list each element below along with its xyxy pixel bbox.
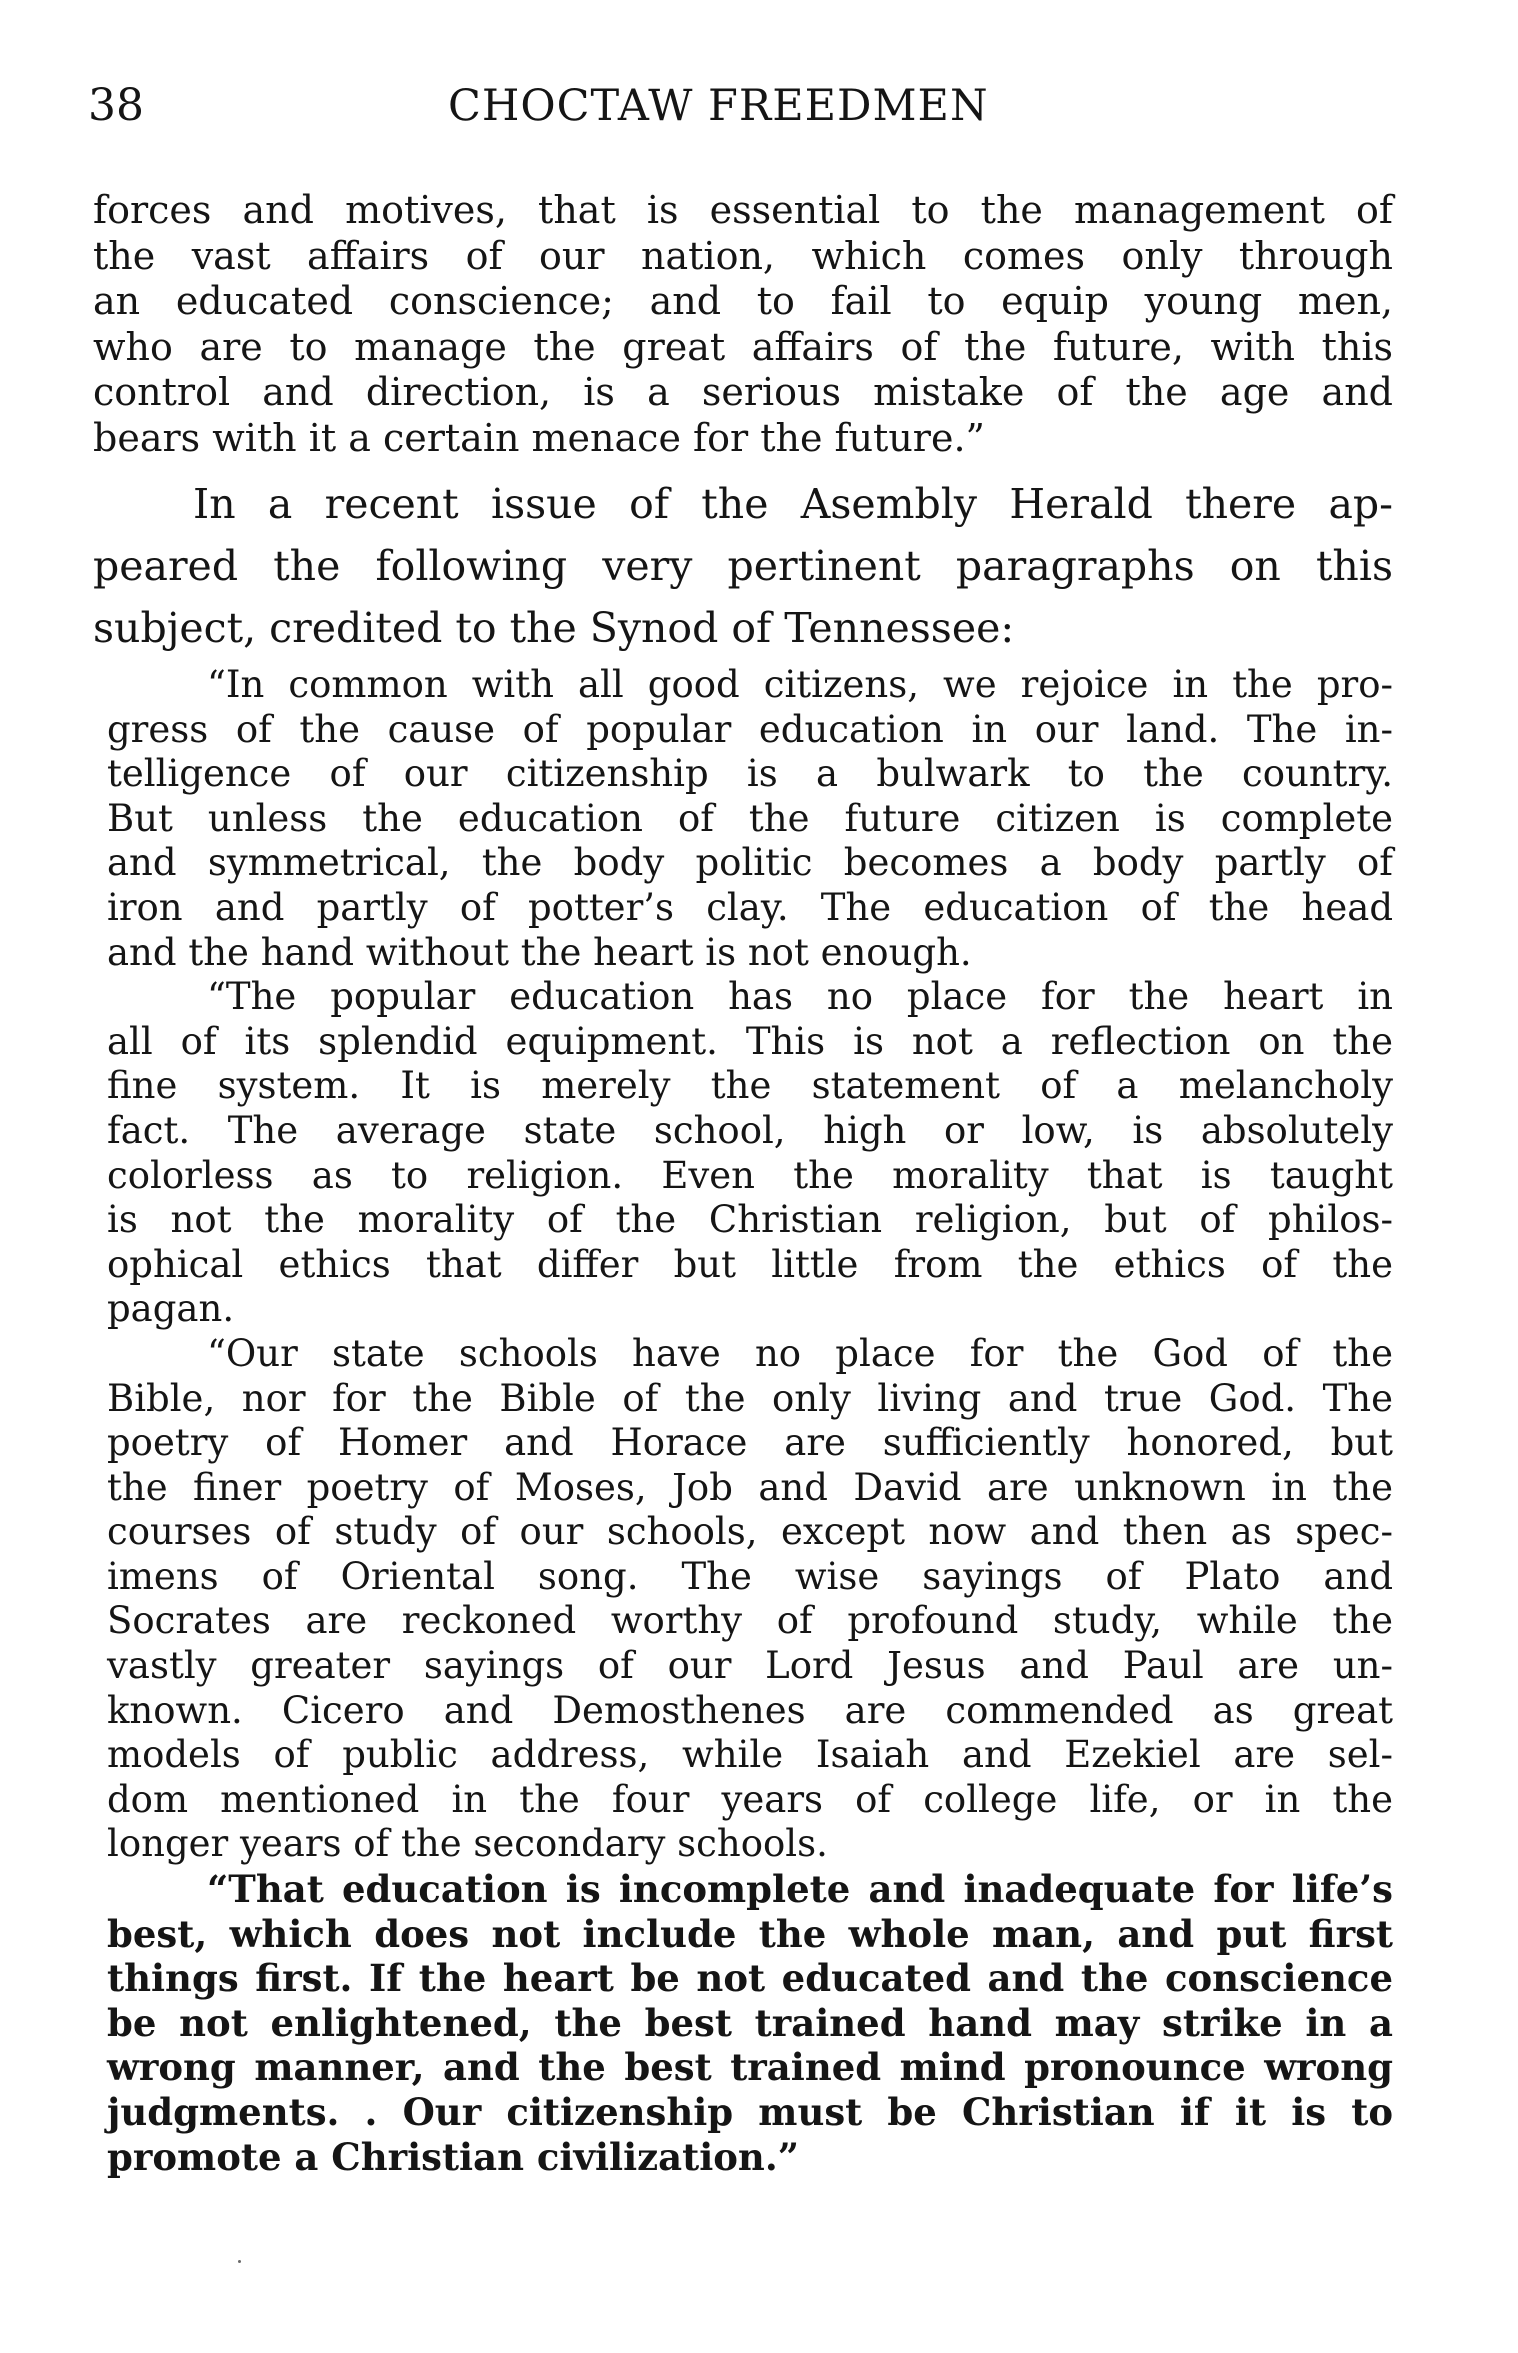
running-title: CHOCTAW FREEDMEN (448, 81, 989, 131)
text-line: But unless the education of the future citizen is complete (107, 796, 1393, 840)
print-speck (238, 2260, 241, 2263)
text-line: best, which does not include the whole man, and put first (107, 1911, 1393, 1956)
text-line: wrong manner, and the best trained mind pronounce wrong (107, 2045, 1393, 2090)
text-line: judgments. . Our citizenship must be Christian if it is to (107, 2090, 1393, 2134)
text-line: all of its splendid equipment. This is not a reflection on the (107, 1019, 1393, 1063)
text-line: ophical ethics that differ but little from the ethics of the (107, 1242, 1393, 1286)
text-line: dom mentioned in the four years of college life, or in the (107, 1777, 1393, 1821)
text-line: colorless as to religion. Even the morality that is taught (107, 1153, 1393, 1197)
text-line: fact. The average state school, high or low, is absolutely (107, 1108, 1393, 1152)
quotation-paragraph-1 (107, 663, 1393, 975)
text-line: poetry of Homer and Horace are sufficiently honored, but (107, 1421, 1393, 1465)
text-line: Socrates are reckoned worthy of profound study, while the (107, 1599, 1393, 1643)
text-line: Bible, nor for the Bible of the only living and true God. The (107, 1376, 1393, 1420)
text-line: subject, credited to the Synod of Tennessee: (93, 604, 1015, 652)
text-line: things first. If the heart be not educated and the conscience (107, 1956, 1393, 2001)
text-line: “That education is incomplete and inadequate for life’s (207, 1867, 1393, 1912)
text-line: pagan. (107, 1287, 235, 1331)
text-line: who are to manage the great affairs of the future, with this (93, 324, 1393, 369)
text-line: “The popular education has no place for the heart in (207, 975, 1393, 1019)
text-line: “Our state schools have no place for the God of the (207, 1331, 1393, 1375)
text-line: models of public address, while Isaiah and Ezekiel are sel- (107, 1733, 1393, 1777)
text-line: promote a Christian civilization.” (107, 2134, 799, 2179)
text-line: imens of Oriental song. The wise sayings of Plato and (107, 1554, 1393, 1598)
text-line: an educated conscience; and to fail to equip young men, (93, 279, 1393, 323)
text-line: is not the morality of the Christian religion, but of philos- (107, 1198, 1393, 1242)
text-line: control and direction, is a serious mistake of the age and (93, 370, 1393, 414)
text-line: telligence of our citizenship is a bulwark to the country. (107, 752, 1393, 796)
quotation-paragraph-3 (107, 1332, 1393, 1867)
text-line: fine system. It is merely the statement of a melancholy (107, 1064, 1393, 1108)
text-line: courses of study of our schools, except now and then as spec- (107, 1510, 1393, 1554)
text-line: iron and partly of potter’s clay. The education of the head (107, 885, 1393, 929)
text-line: peared the following very pertinent paragraphs on this (93, 542, 1393, 590)
text-line: the finer poetry of Moses, Job and David are unknown in the (107, 1465, 1393, 1509)
page-header (88, 78, 1388, 148)
text-line: “In common with all good citizens, we rejoice in the pro- (207, 663, 1393, 706)
text-line: longer years of the secondary schools. (107, 1822, 828, 1866)
paragraph-continued (93, 188, 1393, 461)
text-line: forces and motives, that is essential to the management of (93, 188, 1393, 232)
quotation-paragraph-2 (107, 975, 1393, 1332)
text-line: and the hand without the heart is not enough. (107, 930, 972, 974)
quotation-block (93, 663, 1393, 2179)
text-line: and symmetrical, the body politic becomes a body partly of (107, 841, 1393, 885)
text-line: vastly greater sayings of our Lord Jesus and Paul are un- (107, 1644, 1393, 1688)
text-line: bears with it a certain menace for the future.” (93, 415, 985, 460)
text-line: the vast affairs of our nation, which comes only through (93, 233, 1393, 278)
page-body (93, 188, 1393, 2179)
text-line: be not enlightened, the best trained hand may strike in a (107, 2000, 1393, 2045)
text-line: In a recent issue of the Asembly Herald there ap- (193, 480, 1393, 528)
paragraph-intro (93, 473, 1393, 659)
text-line: gress of the cause of popular education in our land. The in- (107, 707, 1393, 751)
text-line: known. Cicero and Demosthenes are commended as great (107, 1688, 1393, 1732)
quotation-paragraph-4 (107, 1867, 1393, 2179)
page-number: 38 (88, 80, 144, 131)
